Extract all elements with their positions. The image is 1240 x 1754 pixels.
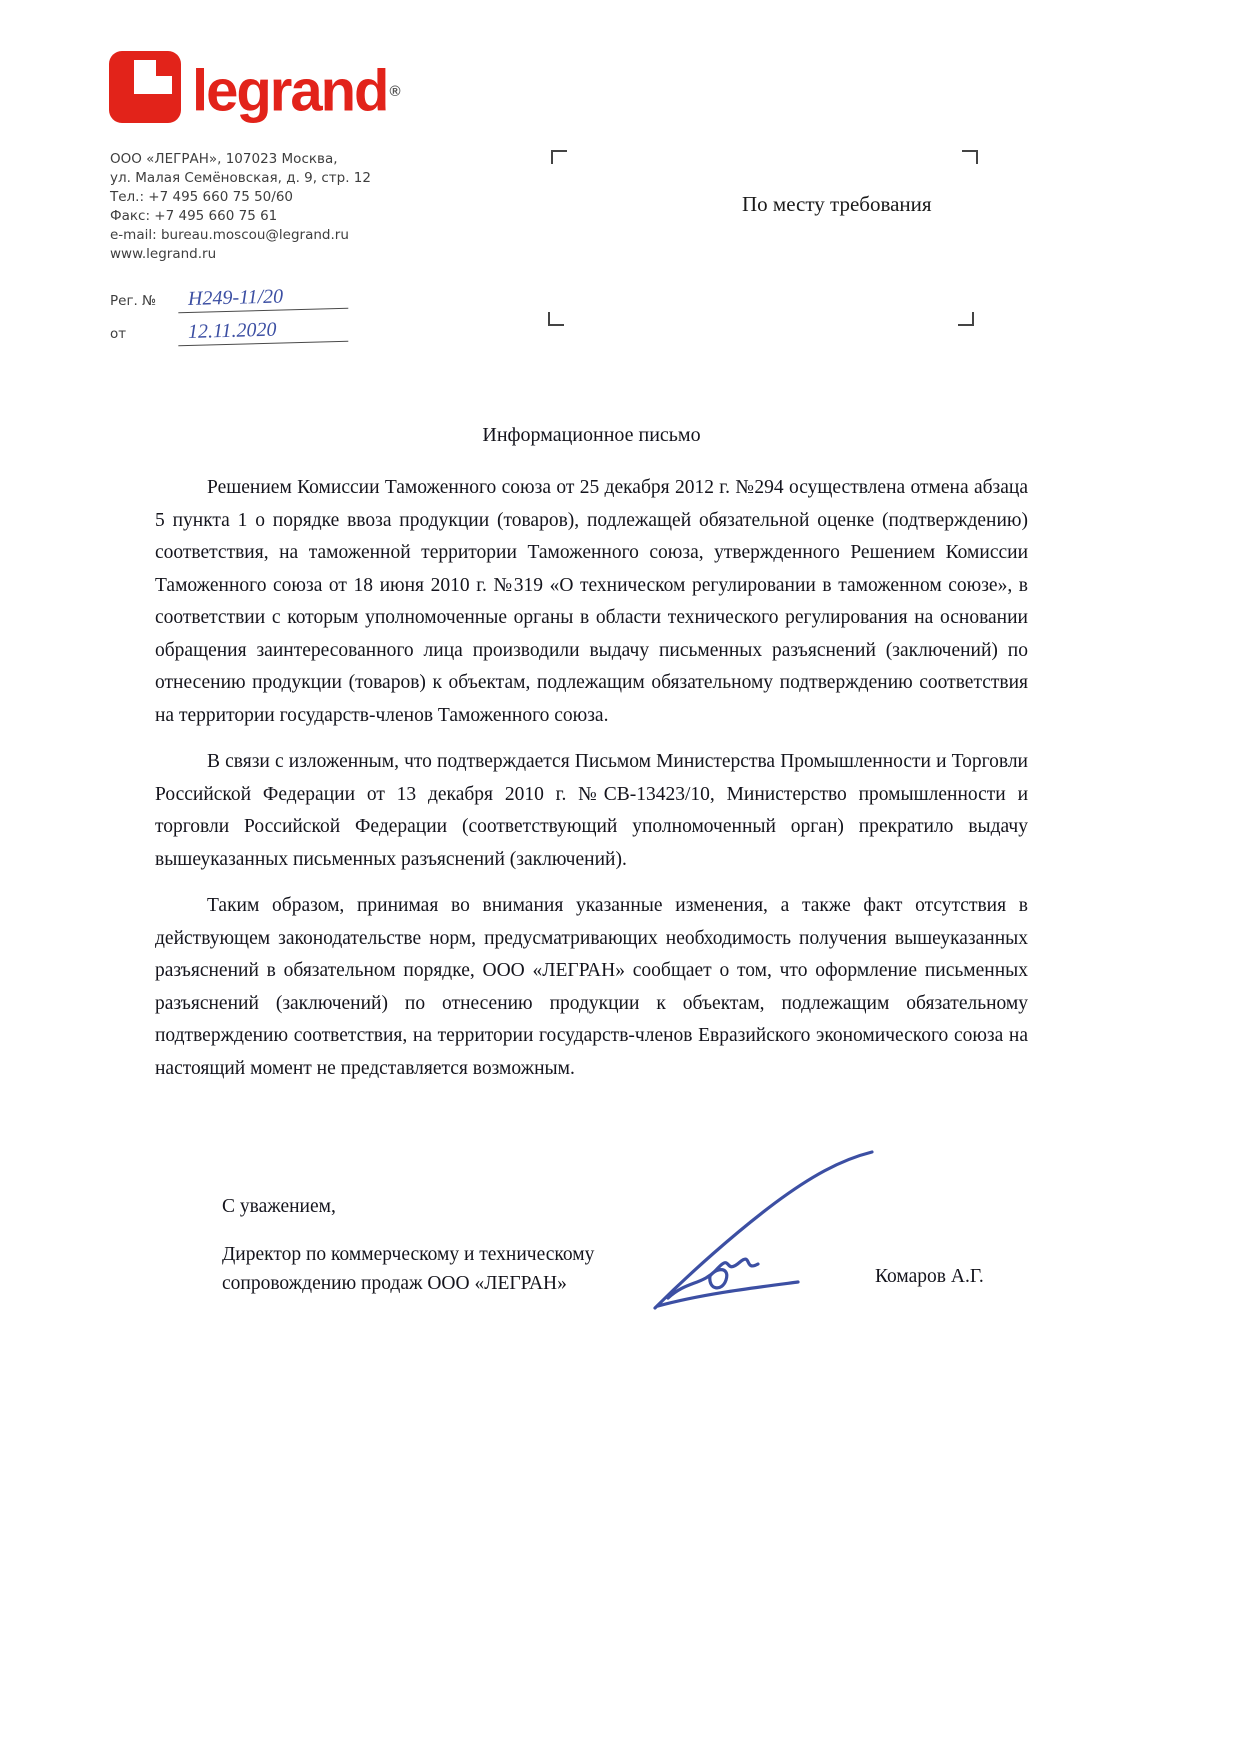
- signature-scribble: [640, 1148, 890, 1323]
- company-info-line: Факс: +7 495 660 75 61: [110, 208, 278, 224]
- corner-mark-bottom-right: [958, 312, 974, 326]
- legrand-logo: [108, 50, 397, 127]
- registered-trademark-icon: ®: [389, 83, 399, 100]
- letter-title: Информационное письмо: [482, 424, 701, 446]
- recipient-text: По месту требования: [742, 192, 932, 216]
- legrand-logo-icon: [108, 50, 182, 124]
- company-info-line: www.legrand.ru: [110, 246, 217, 262]
- reg-number-row: [110, 286, 348, 311]
- paragraph-2: В связи с изложенным, что подтверждается Письмом Министерства Промышленности и Торговли Российской Федерации от 13 декабря 2010 г. №СВ-13423/10, Министерство промышленности и торговли Российской Федерации (соответствующий уполномоченный орган) прекратило выдачу вышеуказанных письменных разъяснений (заключений).: [155, 751, 1028, 870]
- corner-mark-top-right: [962, 150, 978, 164]
- corner-mark-top-left: [551, 150, 567, 164]
- reg-date-row: [110, 319, 348, 344]
- letter-body: [155, 472, 1028, 1099]
- company-info: [110, 150, 371, 264]
- legrand-wordmark-text: legrand: [192, 58, 388, 124]
- legrand-wordmark: [192, 50, 397, 127]
- closing-salutation: С уважением,: [222, 1196, 336, 1217]
- company-info-line: ул. Малая Семёновская, д. 9, стр. 12: [110, 170, 371, 186]
- paragraph-1: Решением Комиссии Таможенного союза от 25 декабря 2012 г. №294 осуществлена отмена абзаца 5 пункта 1 о порядке ввоза продукции (товаров), подлежащей обязательной оценке (подтверждению) соответствия, на таможенной территории Таможенного союза, утвержденного Решением Комиссии Таможенного союза от 18 июня 2010 г. №319 «О техническом регулировании в таможенном союзе», в соответствии с которым уполномоченные органы в области технического регулирования на основании обращения заинтересованного лица производили выдачу письменных разъяснений (заключений) по отнесению продукции (товаров) к объектам, подлежащим обязательному подтверждению соответствия на территории государств-членов Таможенного союза.: [155, 477, 1028, 726]
- handwritten-reg-date: 12.11.2020: [178, 317, 349, 346]
- company-info-line: ООО «ЛЕГРАН», 107023 Москва,: [110, 151, 338, 167]
- reg-number-label: Рег. №: [110, 293, 157, 309]
- handwritten-reg-number: Н249-11/20: [178, 284, 349, 313]
- registration-block: [110, 286, 348, 352]
- corner-mark-bottom-left: [548, 312, 564, 326]
- company-info-line: e-mail: bureau.moscou@legrand.ru: [110, 227, 349, 243]
- company-info-line: Тел.: +7 495 660 75 50/60: [110, 189, 293, 205]
- signer-name: Комаров А.Г.: [875, 1266, 984, 1287]
- paragraph-3: Таким образом, принимая во внимания указанные изменения, а также факт отсутствия в действующем законодательстве норм, предусматривающих необходимость получения вышеуказанных разъяснений в обязательном порядке, ООО «ЛЕГРАН» сообщает о том, что оформление письменных разъяснений (заключений) по отнесению продукции к объектам, подлежащим обязательному подтверждению соответствия, на территории государств-членов Евразийского экономического союза на настоящий момент не представляется возможным.: [155, 895, 1028, 1079]
- signer-title: Директор по коммерческому и техническому сопровождению продаж ООО «ЛЕГРАН»: [222, 1244, 595, 1294]
- reg-date-label: от: [110, 326, 127, 342]
